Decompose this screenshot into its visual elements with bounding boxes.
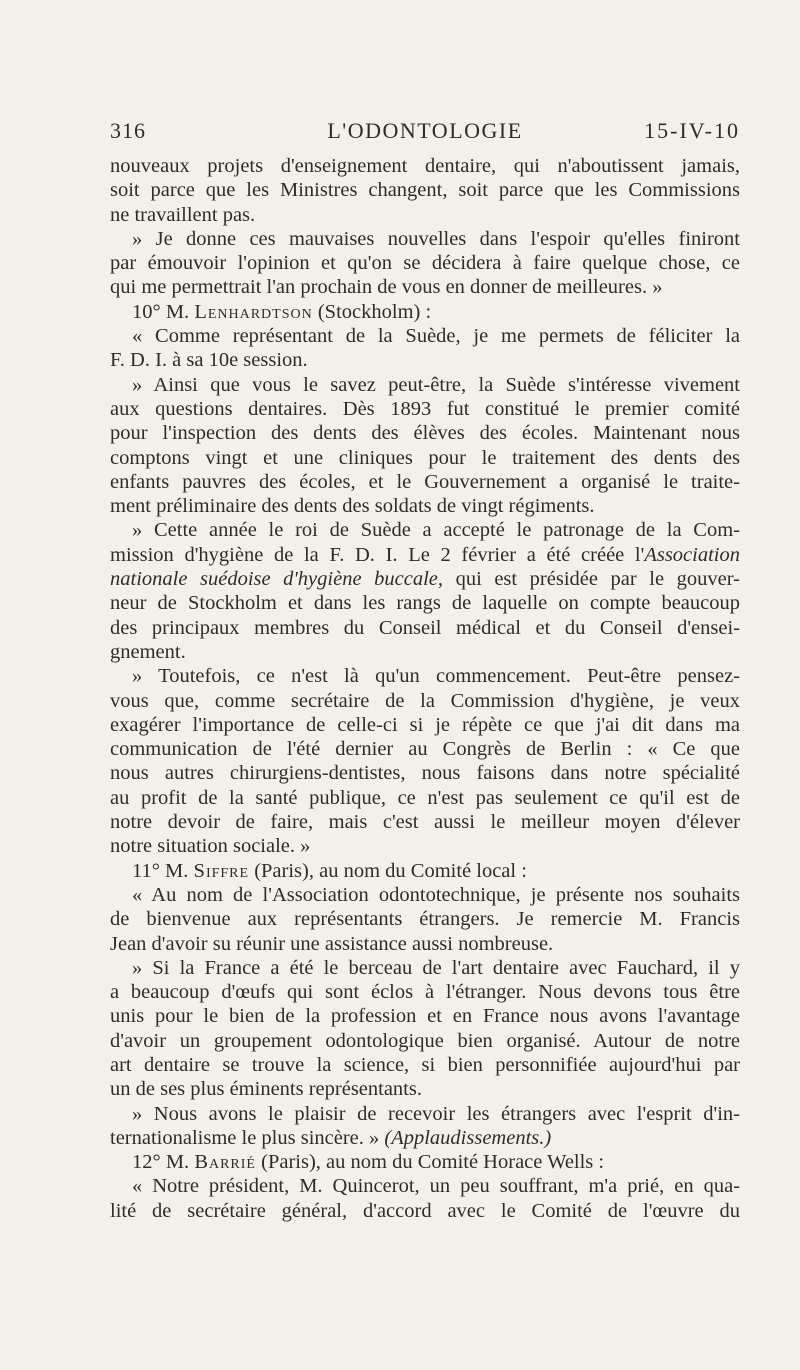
text-line: neur de Stockholm et dans les rangs de laquelle on compte beaucoup (110, 592, 740, 615)
body-text (110, 154, 740, 1223)
speaker-number: 12° M. (132, 1151, 195, 1174)
running-header (110, 118, 740, 150)
text-line: unis pour le bien de la profession et en France nous avons l'avantage (110, 1005, 740, 1028)
text-line: ment préliminaire des dents des soldats de vingt régiments. (110, 495, 595, 518)
text-line: » Je donne ces mauvaises nouvelles dans l'espoir qu'elles finiront (132, 227, 740, 250)
text-line: ne travaillent pas. (110, 203, 256, 226)
speaker-name: Siffre (193, 859, 250, 882)
journal-title: L'ODONTOLOGIE (327, 118, 523, 143)
text-line: notre devoir de faire, mais c'est aussi le meilleur moyen d'élever (110, 811, 740, 834)
text-line: F. D. I. à sa 10e session. (110, 349, 308, 372)
speaker-place: (Paris), au nom du Comité Horace Wells : (256, 1151, 605, 1174)
text-line: enfants pauvres des écoles, et le Gouvernement a organisé le traite- (110, 470, 740, 493)
page-number: 316 (110, 118, 146, 143)
text-line: des principaux membres du Conseil médical et du Conseil d'ensei- (110, 616, 740, 639)
text-run: ternationalisme le plus sincère. » (110, 1126, 385, 1149)
text-line: art dentaire se trouve la science, si bien personnifiée aujourd'hui par (110, 1053, 740, 1076)
text-line: pour l'inspection des dents des élèves des écoles. Maintenant nous (110, 422, 740, 445)
italic-run: nationale suédoise d'hygiène buccale, (110, 568, 443, 591)
text-line: « Comme représentant de la Suède, je me permets de féliciter la (132, 325, 740, 348)
text-line: un de ses plus éminents représentants. (110, 1078, 422, 1101)
text-line: « Au nom de l'Association odontotechnique, je présente nos souhaits (132, 883, 740, 906)
issue-date: 15-IV-10 (644, 118, 740, 143)
text-line (110, 567, 740, 591)
text-line: nous autres chirurgiens-dentistes, nous faisons dans notre spécialité (110, 762, 740, 785)
text-line: » Ainsi que vous le savez peut-être, la Suède s'intéresse vivement (132, 373, 740, 396)
speaker-name: Lenhardtson (194, 300, 313, 323)
text-line: » Si la France a été le berceau de l'art dentaire avec Fauchard, il y (132, 956, 740, 979)
text-line: » Cette année le roi de Suède a accepté le patronage de la Com- (132, 519, 740, 542)
text-line: » Nous avons le plaisir de recevoir les étrangers avec l'esprit d'in- (132, 1102, 740, 1125)
text-line: comptons vingt et une cliniques pour le traitement des dents des (110, 446, 740, 469)
text-line: lité de secrétaire général, d'accord avec le Comité de l'œuvre du (110, 1199, 740, 1222)
italic-run: Association (644, 543, 740, 566)
text-line: nouveaux projets d'enseignement dentaire, qui n'aboutissent jamais, (110, 155, 740, 177)
text-line: « Notre président, M. Quincerot, un peu souffrant, m'a prié, en qua- (132, 1175, 740, 1198)
text-line: par émouvoir l'opinion et qu'on se décidera à faire quelque chose, ce (110, 252, 740, 275)
text-line: gnement. (110, 640, 186, 663)
text-line: soit parce que les Ministres changent, soit parce que les Commissions (110, 179, 740, 202)
speaker-line (110, 300, 740, 324)
text-line (110, 1126, 740, 1150)
text-line: qui me permettrait l'an prochain de vous en donner de meilleures. » (110, 276, 663, 299)
speaker-number: 11° M. (132, 859, 194, 882)
text-line: aux questions dentaires. Dès 1893 fut constitué le premier comité (110, 397, 740, 420)
speaker-name: Barrié (194, 1151, 256, 1174)
speaker-place: (Paris), au nom du Comité local : (249, 859, 527, 882)
text-line: de bienvenue aux représentants étrangers. Je remercie M. Francis (110, 908, 740, 931)
speaker-number: 10° M. (132, 300, 195, 323)
text-line (110, 543, 740, 567)
text-line: » Toutefois, ce n'est là qu'un commencement. Peut-être pensez- (132, 665, 740, 688)
speaker-line (110, 1150, 740, 1174)
text-line: Jean d'avoir su réunir une assistance aussi nombreuse. (110, 932, 554, 955)
text-line: vous que, comme secrétaire de la Commission d'hygiène, je veux (110, 689, 740, 712)
text-run: qui est présidée par le gouver- (443, 568, 741, 591)
text-line: d'avoir un groupement odontologique bien organisé. Autour de notre (110, 1029, 740, 1052)
text-line: exagérer l'importance de celle-ci si je répète ce que j'ai dit dans ma (110, 713, 740, 736)
text-run: mission d'hygiène de la F. D. I. Le 2 février a été créée l' (110, 543, 645, 566)
speaker-place: (Stockholm) : (312, 300, 432, 323)
text-line: communication de l'été dernier au Congrès de Berlin : « Ce que (110, 738, 740, 761)
text-line: notre situation sociale. » (110, 835, 311, 858)
italic-run: (Applaudissements.) (384, 1126, 552, 1149)
text-line: a beaucoup d'œufs qui sont éclos à l'étranger. Nous devons tous être (110, 981, 740, 1004)
text-line: au profit de la santé publique, ce n'est pas seulement ce qu'il est de (110, 786, 740, 809)
speaker-line (110, 859, 740, 883)
